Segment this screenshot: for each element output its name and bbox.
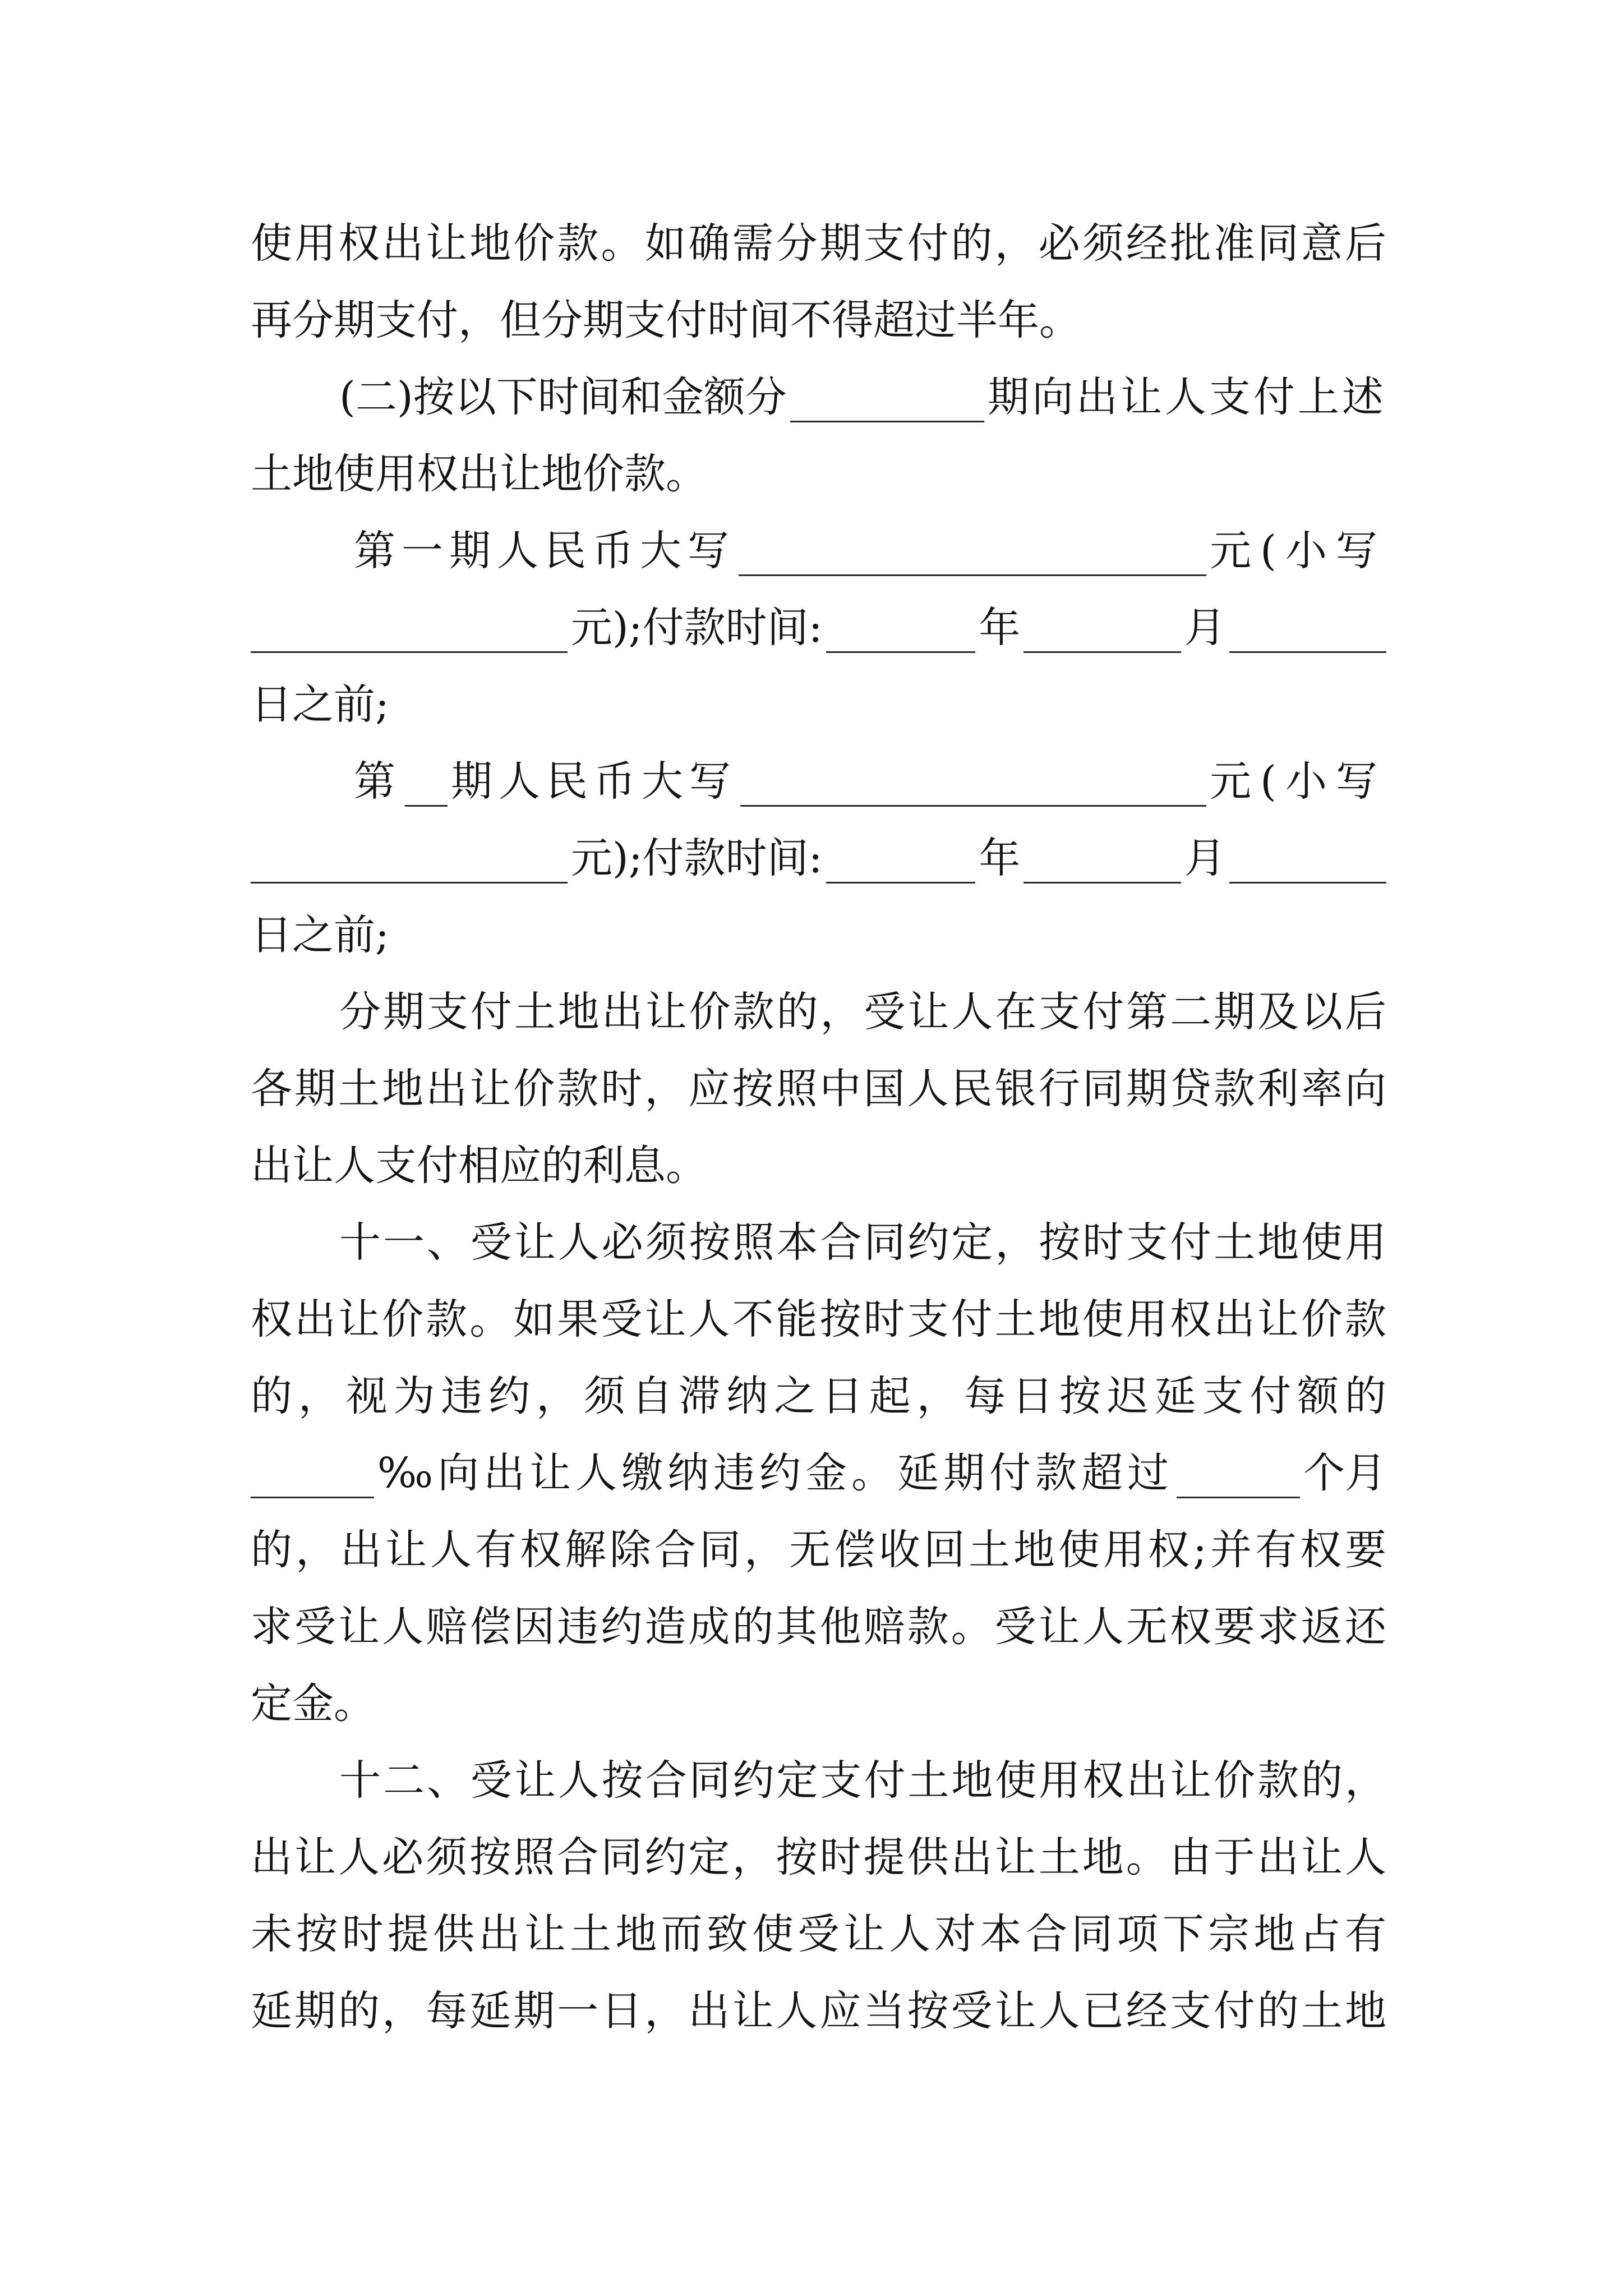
line-text: 第 xyxy=(354,757,402,806)
document-line xyxy=(251,1435,1386,1512)
line-text: 月 xyxy=(1184,604,1226,652)
document-line xyxy=(251,1819,1386,1896)
line-text: ‰向出让人缴纳违约金。延期付款超过 xyxy=(377,1449,1174,1497)
fill-in-blank xyxy=(251,610,568,653)
document-line xyxy=(251,743,1386,820)
fill-in-blank xyxy=(251,840,568,884)
line-text: 的，视为违约，须自滞纳之日起，每日按迟延支付额的 xyxy=(251,1372,1386,1420)
document-line xyxy=(251,282,1386,359)
fill-in-blank xyxy=(1177,1455,1300,1498)
fill-in-blank xyxy=(1023,840,1181,884)
document-line xyxy=(251,1665,1386,1742)
fill-in-blank xyxy=(1229,610,1386,653)
line-text: 月 xyxy=(1184,834,1226,882)
fill-in-blank xyxy=(405,763,448,807)
document-line xyxy=(251,1973,1386,2050)
document-line xyxy=(251,820,1386,897)
line-text: 元);付款时间: xyxy=(570,834,823,882)
document-line xyxy=(251,513,1386,590)
line-text: 年 xyxy=(979,604,1021,652)
line-text: 各期土地出让价款时，应按照中国人民银行同期贷款利率向 xyxy=(251,1065,1386,1113)
line-text: 使用权出让地价款。如确需分期支付的，必须经批准同意后 xyxy=(251,219,1386,268)
line-text: 定金。 xyxy=(251,1680,375,1728)
fill-in-blank xyxy=(251,1455,374,1498)
document-line xyxy=(251,205,1386,282)
line-text: 土地使用权出让地价款。 xyxy=(251,450,707,498)
fill-in-blank xyxy=(1229,840,1386,884)
line-text: 的，出让人有权解除合同，无偿收回土地使用权;并有权要 xyxy=(251,1526,1386,1574)
document-line xyxy=(251,1281,1386,1358)
line-text: (二)按以下时间和金额分 xyxy=(339,373,787,421)
document-line xyxy=(251,974,1386,1051)
line-text: 日之前; xyxy=(251,911,389,959)
document-line xyxy=(251,1742,1386,1819)
document-line xyxy=(251,1589,1386,1665)
line-text: 日之前; xyxy=(251,680,389,729)
line-text: 期向出让人支付上述 xyxy=(988,373,1386,421)
fill-in-blank xyxy=(790,379,984,422)
fill-in-blank xyxy=(1023,610,1181,653)
line-text: 再分期支付，但分期支付时间不得超过半年。 xyxy=(251,296,1081,344)
line-text: 权出让价款。如果受让人不能按时支付土地使用权出让价款 xyxy=(251,1295,1386,1343)
line-text: 元);付款时间: xyxy=(570,604,823,652)
line-text: 求受让人赔偿因违约造成的其他赔款。受让人无权要求返还 xyxy=(251,1603,1386,1651)
document-body xyxy=(251,205,1386,2050)
fill-in-blank xyxy=(740,763,1206,807)
fill-in-blank xyxy=(739,533,1206,576)
line-text: 期人民币大写 xyxy=(451,757,737,806)
fill-in-blank xyxy=(826,840,976,884)
line-text: 个月 xyxy=(1303,1449,1387,1497)
line-text: 十二、受让人按合同约定支付土地使用权出让价款的， xyxy=(339,1756,1386,1805)
fill-in-blank xyxy=(826,610,976,653)
document-line xyxy=(251,359,1386,436)
line-text: 分期支付土地出让价款的，受让人在支付第二期及以后 xyxy=(339,988,1386,1036)
document-line xyxy=(251,897,1386,974)
document-line xyxy=(251,590,1386,666)
document-line xyxy=(251,436,1386,513)
document-line xyxy=(251,1358,1386,1435)
document-line xyxy=(251,1128,1386,1204)
line-text: 十一、受让人必须按照本合同约定，按时支付土地使用 xyxy=(339,1218,1386,1267)
document-line xyxy=(251,1051,1386,1128)
document-line xyxy=(251,1896,1386,1973)
line-text: 第一期人民币大写 xyxy=(354,527,735,575)
line-text: 元(小写 xyxy=(1210,527,1386,575)
line-text: 未按时提供出让土地而致使受让人对本合同项下宗地占有 xyxy=(251,1910,1386,1958)
line-text: 年 xyxy=(979,834,1021,882)
document-line xyxy=(251,666,1386,743)
line-text: 延期的，每延期一日，出让人应当按受让人已经支付的土地 xyxy=(251,1987,1386,2035)
document-line xyxy=(251,1204,1386,1281)
line-text: 元(小写 xyxy=(1210,757,1386,806)
line-text: 出让人支付相应的利息。 xyxy=(251,1142,707,1190)
document-line xyxy=(251,1512,1386,1589)
line-text: 出让人必须按照合同约定，按时提供出让土地。由于出让人 xyxy=(251,1833,1386,1881)
